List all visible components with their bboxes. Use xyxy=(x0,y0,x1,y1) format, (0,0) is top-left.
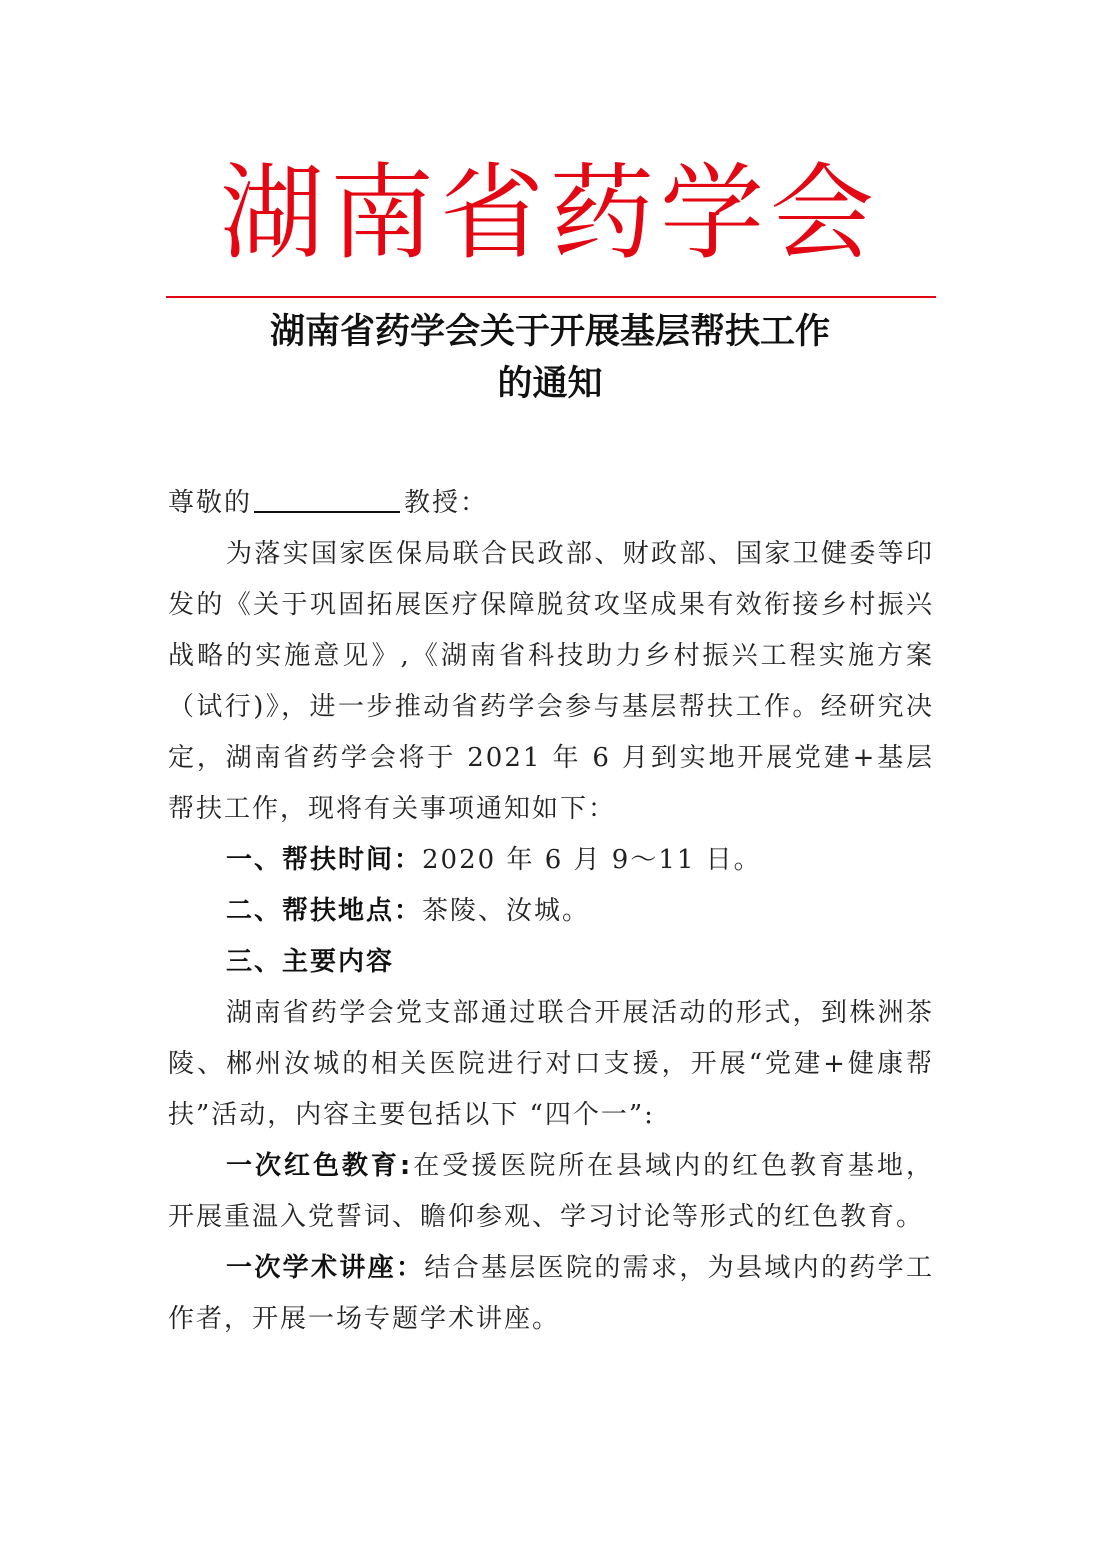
item-time-value: 2020 年 6 月 9～11 日。 xyxy=(422,845,762,875)
content-intro-paragraph: 湖南省药学会党支部通过联合开展活动的形式，到株洲茶陵、郴州汝城的相关医院进行对口支援，开展“党建+健康帮扶”活动，内容主要包括以下 “四个一”: xyxy=(168,998,934,1130)
document-body xyxy=(168,478,934,1345)
sub-item-red-education xyxy=(168,1141,934,1243)
document-title-line-1: 湖南省药学会关于开展基层帮扶工作 xyxy=(269,312,830,352)
intro-paragraph: 为落实国家医保局联合民政部、财政部、国家卫健委等印发的《关于巩固拓展医疗保障脱贫攻坚成果有效衔接乡村振兴战略的实施意见》,《湖南省科技助力乡村振兴工程实施方案（试行)》，进一步推动省药学会参与基层帮扶工作。经研究决定，湖南省药学会将于 2021 年 6 月到实地开展党建+基层帮扶工作，现将有关事项通知如下： xyxy=(168,539,934,824)
letterhead-org-name: 湖南省药学会 xyxy=(219,152,880,274)
item-time xyxy=(168,835,934,886)
sub-item-academic-lecture-text: 结合基层医院的需求，为县域内的药学工作者，开展一场专题学术讲座。 xyxy=(168,1253,934,1334)
sub-item-academic-lecture-label: 一次学术讲座： xyxy=(226,1253,425,1283)
item-content-heading: 三、主要内容 xyxy=(226,947,395,977)
sub-item-red-education-text: 在受援医院所在县域内的红色教育基地，开展重温入党誓词、瞻仰参观、学习讨论等形式的红色教育。 xyxy=(168,1151,934,1232)
sub-item-red-education-label: 一次红色教育: xyxy=(226,1151,413,1181)
item-place xyxy=(168,886,934,937)
salutation-suffix: 教授： xyxy=(404,488,489,518)
salutation xyxy=(168,478,934,529)
item-place-label: 二、帮扶地点： xyxy=(226,896,423,926)
letterhead-red-rule xyxy=(166,296,936,298)
salutation-name-blank xyxy=(254,481,400,513)
document-title xyxy=(100,306,1000,410)
item-place-value: 茶陵、汝城。 xyxy=(422,896,591,926)
item-time-label: 一、帮扶时间： xyxy=(226,845,423,875)
sub-item-academic-lecture xyxy=(168,1243,934,1345)
salutation-prefix: 尊敬的 xyxy=(168,488,253,518)
document-title-line-2: 的通知 xyxy=(497,364,603,404)
